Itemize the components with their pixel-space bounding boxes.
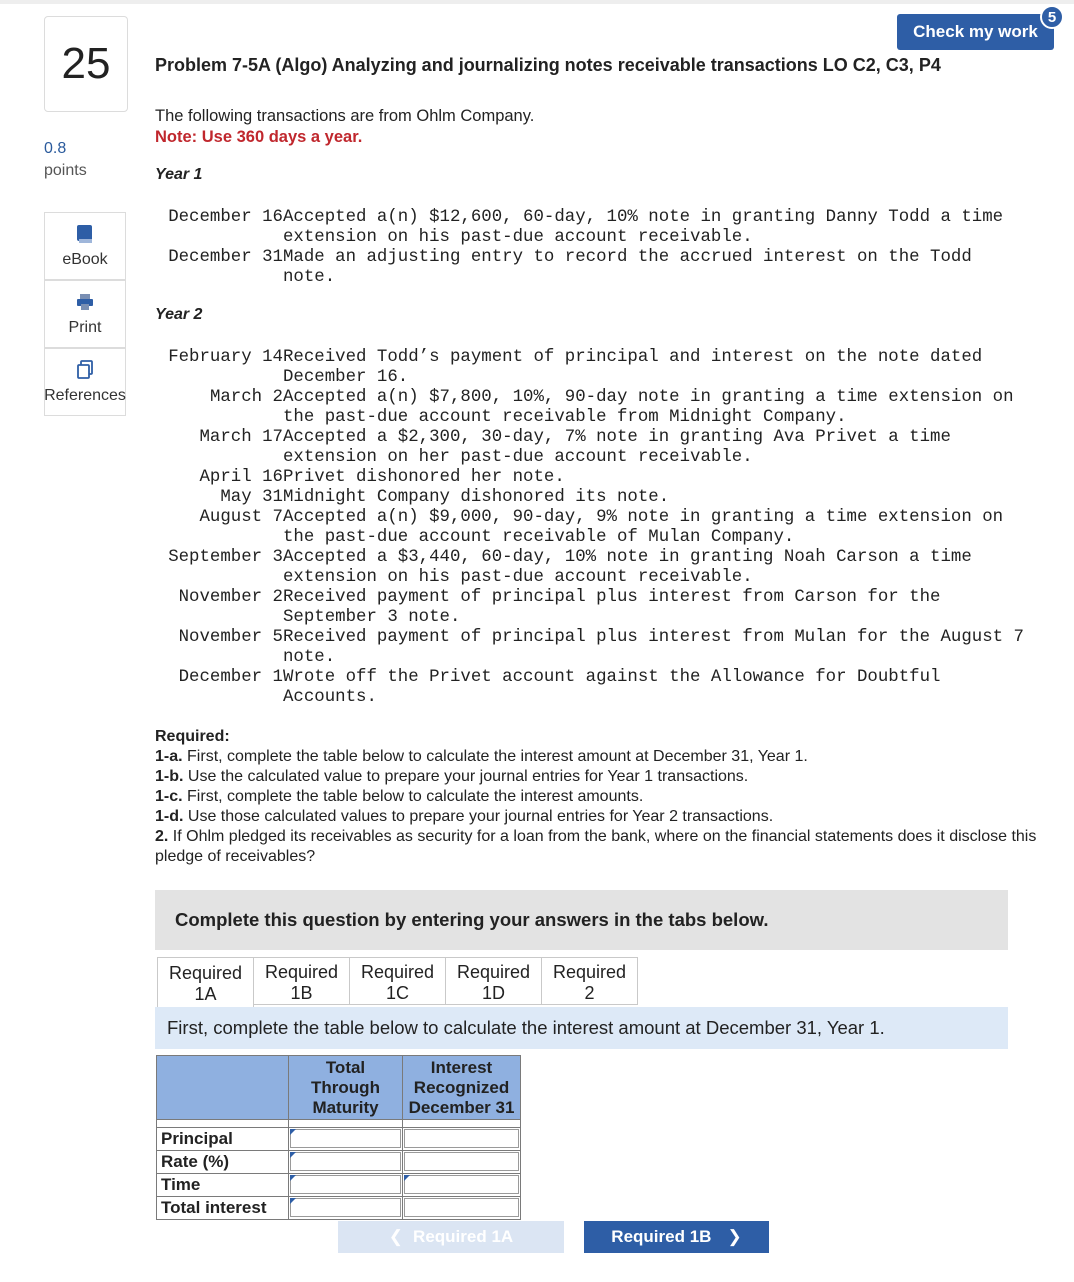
transaction-date: March 2: [209, 388, 283, 407]
intro-note: Note: Use 360 days a year.: [155, 128, 363, 146]
column-header-interest-recognized: Interest Recognized December 31: [403, 1056, 521, 1120]
transaction-text: December 16.: [283, 368, 409, 387]
transaction-text: Accounts.: [283, 688, 377, 707]
required-item: 1-d. Use those calculated values to prepare your journal entries for Year 2 transactions.: [155, 808, 774, 825]
chevron-right-icon: ❯: [727, 1227, 742, 1246]
transaction-text: September 3 note.: [283, 608, 461, 627]
transaction-date: September 3: [168, 548, 283, 567]
requirement-tabs: [157, 957, 638, 1007]
attempts-badge: 5: [1040, 5, 1064, 29]
transaction-date: November 5: [178, 628, 283, 647]
points-info: [44, 138, 87, 182]
required-item: 1-b. Use the calculated value to prepare your journal entries for Year 1 transactions.: [155, 768, 749, 785]
next-tab-button[interactable]: Required 1B ❯: [584, 1221, 769, 1253]
rate-recognized-input[interactable]: [404, 1152, 519, 1171]
transaction-date: December 16: [168, 208, 283, 227]
tab-required-1b[interactable]: Required 1B: [253, 957, 350, 1005]
intro-text: The following transactions are from Ohlm Company.: [155, 107, 535, 125]
transaction-text: Accepted a $3,440, 60-day, 10% note in granting Noah Carson a time: [283, 548, 972, 567]
transaction-text: the past-due account receivable from Midnight Company.: [283, 408, 847, 427]
ebook-label: eBook: [62, 251, 108, 268]
transaction-text: extension on her past-due account receivable.: [283, 448, 753, 467]
transaction-text: Accepted a $2,300, 30-day, 7% note in granting Ava Privet a time: [283, 428, 951, 447]
transaction-text: extension on his past-due account receivable.: [283, 228, 753, 247]
time-total-input[interactable]: [290, 1175, 401, 1194]
complete-question-banner: Complete this question by entering your answers in the tabs below.: [155, 890, 1008, 950]
transaction-text: note.: [283, 268, 336, 287]
check-my-work-button[interactable]: Check my work: [897, 14, 1054, 50]
year1-label: Year 1: [155, 166, 203, 183]
book-icon: [74, 223, 96, 245]
points-value: 0.8: [44, 140, 67, 157]
transaction-text: Received Todd’s payment of principal and interest on the note dated: [283, 348, 983, 367]
tab-required-1d[interactable]: Required 1D: [445, 957, 542, 1005]
transaction-date: April 16: [199, 468, 283, 487]
tab-required-2[interactable]: Required 2: [541, 957, 638, 1005]
rate-total-input[interactable]: [290, 1152, 401, 1171]
transaction-date: March 17: [199, 428, 283, 447]
copy-icon: [74, 359, 96, 381]
required-item: 1-a. First, complete the table below to calculate the interest amount at December 31, Year 1.: [155, 748, 808, 765]
intro: [155, 106, 534, 148]
tab-instruction: First, complete the table below to calculate the interest amount at December 31, Year 1.: [155, 1007, 1008, 1049]
required-item: 2. If Ohlm pledged its receivables as security for a loan from the bank, where on the financial statements does it disclose this pledge of receivables?: [155, 828, 1037, 865]
previous-tab-button[interactable]: ❮ Required 1A: [338, 1221, 564, 1253]
year2-label: Year 2: [155, 306, 203, 323]
transaction-text: Accepted a(n) $7,800, 10%, 90-day note in granting a time extension on: [283, 388, 1014, 407]
transaction-text: Received payment of principal plus interest from Carson for the: [283, 588, 941, 607]
row-label-principal: Principal: [157, 1128, 289, 1151]
references-button[interactable]: [44, 348, 126, 416]
transaction-text: Midnight Company dishonored its note.: [283, 488, 670, 507]
transaction-text: the past-due account receivable of Mulan Company.: [283, 528, 795, 547]
required-section: [155, 727, 1045, 867]
printer-icon: [74, 291, 96, 313]
table-row: [157, 1128, 521, 1151]
required-item: 1-c. First, complete the table below to calculate the interest amounts.: [155, 788, 644, 805]
total-interest-recognized-input[interactable]: [404, 1198, 519, 1217]
table-row: [157, 1174, 521, 1197]
transaction-text: extension on his past-due account receivable.: [283, 568, 753, 587]
transaction-date: May 31: [220, 488, 283, 507]
transaction-text: Privet dishonored her note.: [283, 468, 565, 487]
tab-required-1a[interactable]: Required 1A: [157, 957, 254, 1007]
time-recognized-input[interactable]: [404, 1175, 519, 1194]
transaction-date: February 14: [168, 348, 283, 367]
row-label-rate: Rate (%): [157, 1151, 289, 1174]
transaction-text: Made an adjusting entry to record the accrued interest on the Todd: [283, 248, 972, 267]
total-interest-total-input[interactable]: [290, 1198, 401, 1217]
interest-table: [156, 1055, 521, 1220]
transaction-text: Accepted a(n) $12,600, 60-day, 10% note in granting Danny Todd a time: [283, 208, 1004, 227]
transaction-date: August 7: [199, 508, 283, 527]
required-heading: Required:: [155, 728, 230, 745]
column-header-total-through-maturity: Total Through Maturity: [289, 1056, 403, 1120]
points-label: points: [44, 162, 87, 179]
transaction-text: Wrote off the Privet account against the Allowance for Doubtful: [283, 668, 941, 687]
row-label-total-interest: Total interest: [157, 1197, 289, 1220]
chevron-left-icon: ❮: [388, 1227, 404, 1246]
row-label-time: Time: [157, 1174, 289, 1197]
problem-title: Problem 7-5A (Algo) Analyzing and journalizing notes receivable transactions LO C2, C3, P4: [155, 55, 941, 75]
transaction-text: note.: [283, 648, 336, 667]
print-button[interactable]: [44, 280, 126, 348]
tab-required-1c[interactable]: Required 1C: [349, 957, 446, 1005]
principal-recognized-input[interactable]: [404, 1129, 519, 1148]
print-label: Print: [68, 319, 102, 336]
ebook-button[interactable]: [44, 212, 126, 280]
transaction-date: December 31: [168, 248, 283, 267]
table-row: [157, 1151, 521, 1174]
transaction-text: Received payment of principal plus interest from Mulan for the August 7: [283, 628, 1024, 647]
transaction-date: December 1: [178, 668, 283, 687]
top-divider: [0, 0, 1074, 4]
transaction-text: Accepted a(n) $9,000, 90-day, 9% note in granting a time extension on: [283, 508, 1004, 527]
principal-total-input[interactable]: [290, 1129, 401, 1148]
transaction-date: November 2: [178, 588, 283, 607]
table-row: [157, 1197, 521, 1220]
question-number: 25: [44, 16, 128, 112]
table-header-blank: [157, 1056, 289, 1120]
references-label: References: [44, 387, 126, 404]
